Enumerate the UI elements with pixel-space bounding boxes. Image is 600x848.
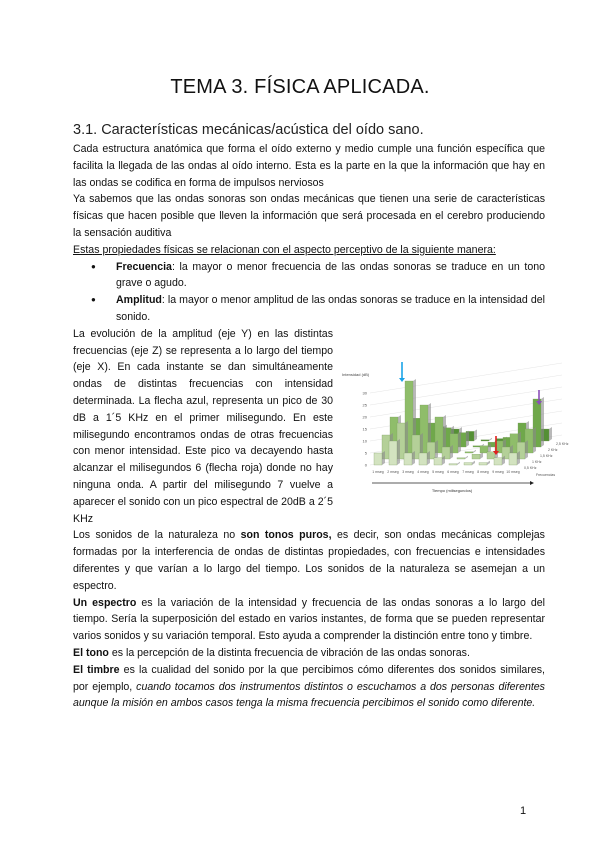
y-tick-label: 10 xyxy=(362,438,367,444)
bar-side xyxy=(480,452,483,459)
bar-side xyxy=(525,440,528,459)
y-tick-label: 15 xyxy=(362,426,367,432)
bar xyxy=(473,446,481,447)
bar xyxy=(472,454,480,459)
x-tick-label: 6 mseg xyxy=(447,469,459,474)
bar-side xyxy=(541,397,544,447)
bar-side xyxy=(457,462,460,465)
list-item: ● Amplitud: la mayor o menor amplitud de las ondas sonoras se traduce en la intensidad del sonido. xyxy=(103,292,545,326)
page-title: TEMA 3. FÍSICA APLICADA. xyxy=(170,76,430,98)
figure-container xyxy=(340,360,570,506)
y-tick-label: 30 xyxy=(362,390,367,396)
z-tick-label: 2 KHz xyxy=(548,447,558,452)
bar-side xyxy=(474,429,477,441)
bar xyxy=(449,464,457,465)
list-item: ● Frecuencia: la mayor o menor frecuencia de las ondas sonoras se traduce en un tono grave o agudo. xyxy=(103,259,545,293)
figure-row xyxy=(73,326,569,528)
page-body xyxy=(73,141,569,712)
bar-side xyxy=(489,438,492,441)
bar xyxy=(481,440,489,441)
bar-side xyxy=(382,451,385,465)
bar xyxy=(389,441,397,465)
bar-side xyxy=(472,460,475,464)
bar-side xyxy=(517,451,520,465)
bar xyxy=(480,446,488,453)
blue-arrow-icon-head xyxy=(399,378,405,382)
section-heading: 3.1. Características mecánicas/acústica del oído sano. xyxy=(73,122,424,138)
x-tick-label: 7 mseg xyxy=(462,469,474,474)
bar xyxy=(496,438,504,440)
bar xyxy=(465,452,473,453)
paragraph: El tono es la percepción de la distinta frecuencia de vibración de las ondas sonoras. xyxy=(73,646,470,659)
bar xyxy=(404,453,412,465)
bar-side xyxy=(549,427,552,441)
z-tick-label: 0,5 KHz xyxy=(524,465,537,470)
x-tick-label: 1 mseg xyxy=(372,469,384,474)
z-tick-label: 1 KHz xyxy=(532,459,542,464)
x-tick-label: 8 mseg xyxy=(477,469,489,474)
x-axis-label: Tiempo (milisegundos) xyxy=(431,487,473,493)
bar xyxy=(434,458,442,465)
bar xyxy=(494,458,502,465)
bar xyxy=(509,453,517,465)
y-axis-label: Intensidad (dB) xyxy=(342,371,370,377)
x-tick-label: 10 mseg xyxy=(506,469,520,474)
paragraph: Los sonidos de la naturaleza no son tonos puros, es decir, son ondas mecánicas complejas formadas por la interferencia de ondas de distintas propiedades, con frecuencias e intensidades diferentes y que varían a lo largo del tiempo. Los sonidos de la naturaleza se asemejan a un espectro. xyxy=(73,529,545,592)
paragraph: Un espectro es la variación de la intensidad y frecuencia de las ondas sonoras a lo largo del tiempo. Sería la superposición del estado en varios instantes, de forma que se pueden representar varios sonidos y su variación temporal. Esto ayuda a comprender la distinción entre tono y timbre. xyxy=(73,596,545,643)
x-tick-label: 3 mseg xyxy=(402,469,414,474)
gridline xyxy=(370,363,562,393)
bar xyxy=(457,458,465,459)
bar-side xyxy=(533,427,536,453)
bar xyxy=(479,462,487,464)
paragraph: El timbre es la cualidad del sonido por la que percibimos cómo diferentes dos sonidos similares, por ejemplo, cuando tocamos dos instrumentos distintos o escuchamos a dos personas diferentes aunque la misión en ambos casos tenga la misma frecuencia percibimos el sonido como diferente. xyxy=(73,663,545,710)
x-tick-label: 4 mseg xyxy=(417,469,429,474)
arrowhead-icon xyxy=(530,481,534,485)
bar-side xyxy=(412,451,415,465)
page-number: 1 xyxy=(520,805,527,817)
paragraph: Cada estructura anatómica que forma el oído externo y medio cumple una función específica que facilita la llegada de las ondas al oído interno. Esta es la parte en la que la información que hay en las ondas se codifica en forma de impulsos nerviosos xyxy=(73,143,545,189)
bar xyxy=(374,453,382,465)
figure-explanation: La evolución de la amplitud (eje Y) en las distintas frecuencias (eje Z) se representa a lo largo del tiempo (eje X). En cada instante se dan simultáneamente ondas de distintas frecuencias con intensidad determinada. La flecha azul, representa un pico de 30 dB a 1´5 KHz en el primer milisegundo. En este milisegundo encontramos ondas de otras frecuencias con menor intensidad. Este pico va decayendo hasta alcanzar el milisegundos 6 (flecha roja) donde no hay ninguna onda. A partir del milisegundo 7 vuelve a aparecer el sonido con un pico espectral de 20dB a 2´5 KHz xyxy=(73,327,333,525)
bar-side xyxy=(465,456,468,459)
paragraph-underlined: Estas propiedades físicas se relacionan con el aspecto perceptivo de la siguiente manera: xyxy=(73,243,496,256)
bar-side xyxy=(427,451,430,465)
x-tick-label: 2 mseg xyxy=(387,469,399,474)
bar xyxy=(419,453,427,465)
paragraph: Ya sabemos que las ondas sonoras son ondas mecánicas que tienen una serie de características físicas que hacen posible que lleven la información que será procesada en el cerebro produciendo la sensación auditiva xyxy=(73,193,545,239)
bar-side xyxy=(487,460,490,464)
bar-side xyxy=(473,450,476,453)
z-tick-label: 2,5 KHz xyxy=(556,441,569,446)
bullet-list xyxy=(73,259,545,326)
bar-side xyxy=(458,432,461,453)
x-tick-label: 9 mseg xyxy=(492,469,504,474)
z-axis-label: Frecuencias xyxy=(536,472,556,477)
bar-side xyxy=(466,430,469,446)
bar xyxy=(487,452,495,459)
bar-side xyxy=(397,439,400,465)
y-tick-label: 25 xyxy=(362,402,367,408)
y-tick-label: 20 xyxy=(362,414,367,420)
y-tick-label: 5 xyxy=(364,450,367,456)
x-tick-label: 5 mseg xyxy=(432,469,444,474)
bar xyxy=(464,462,472,464)
bar-side xyxy=(435,440,438,459)
z-tick-label: 1,5 KHz xyxy=(540,453,553,458)
spectrum-figure xyxy=(340,360,570,500)
bar-side xyxy=(450,445,453,459)
y-tick-label: 0 xyxy=(364,462,367,468)
